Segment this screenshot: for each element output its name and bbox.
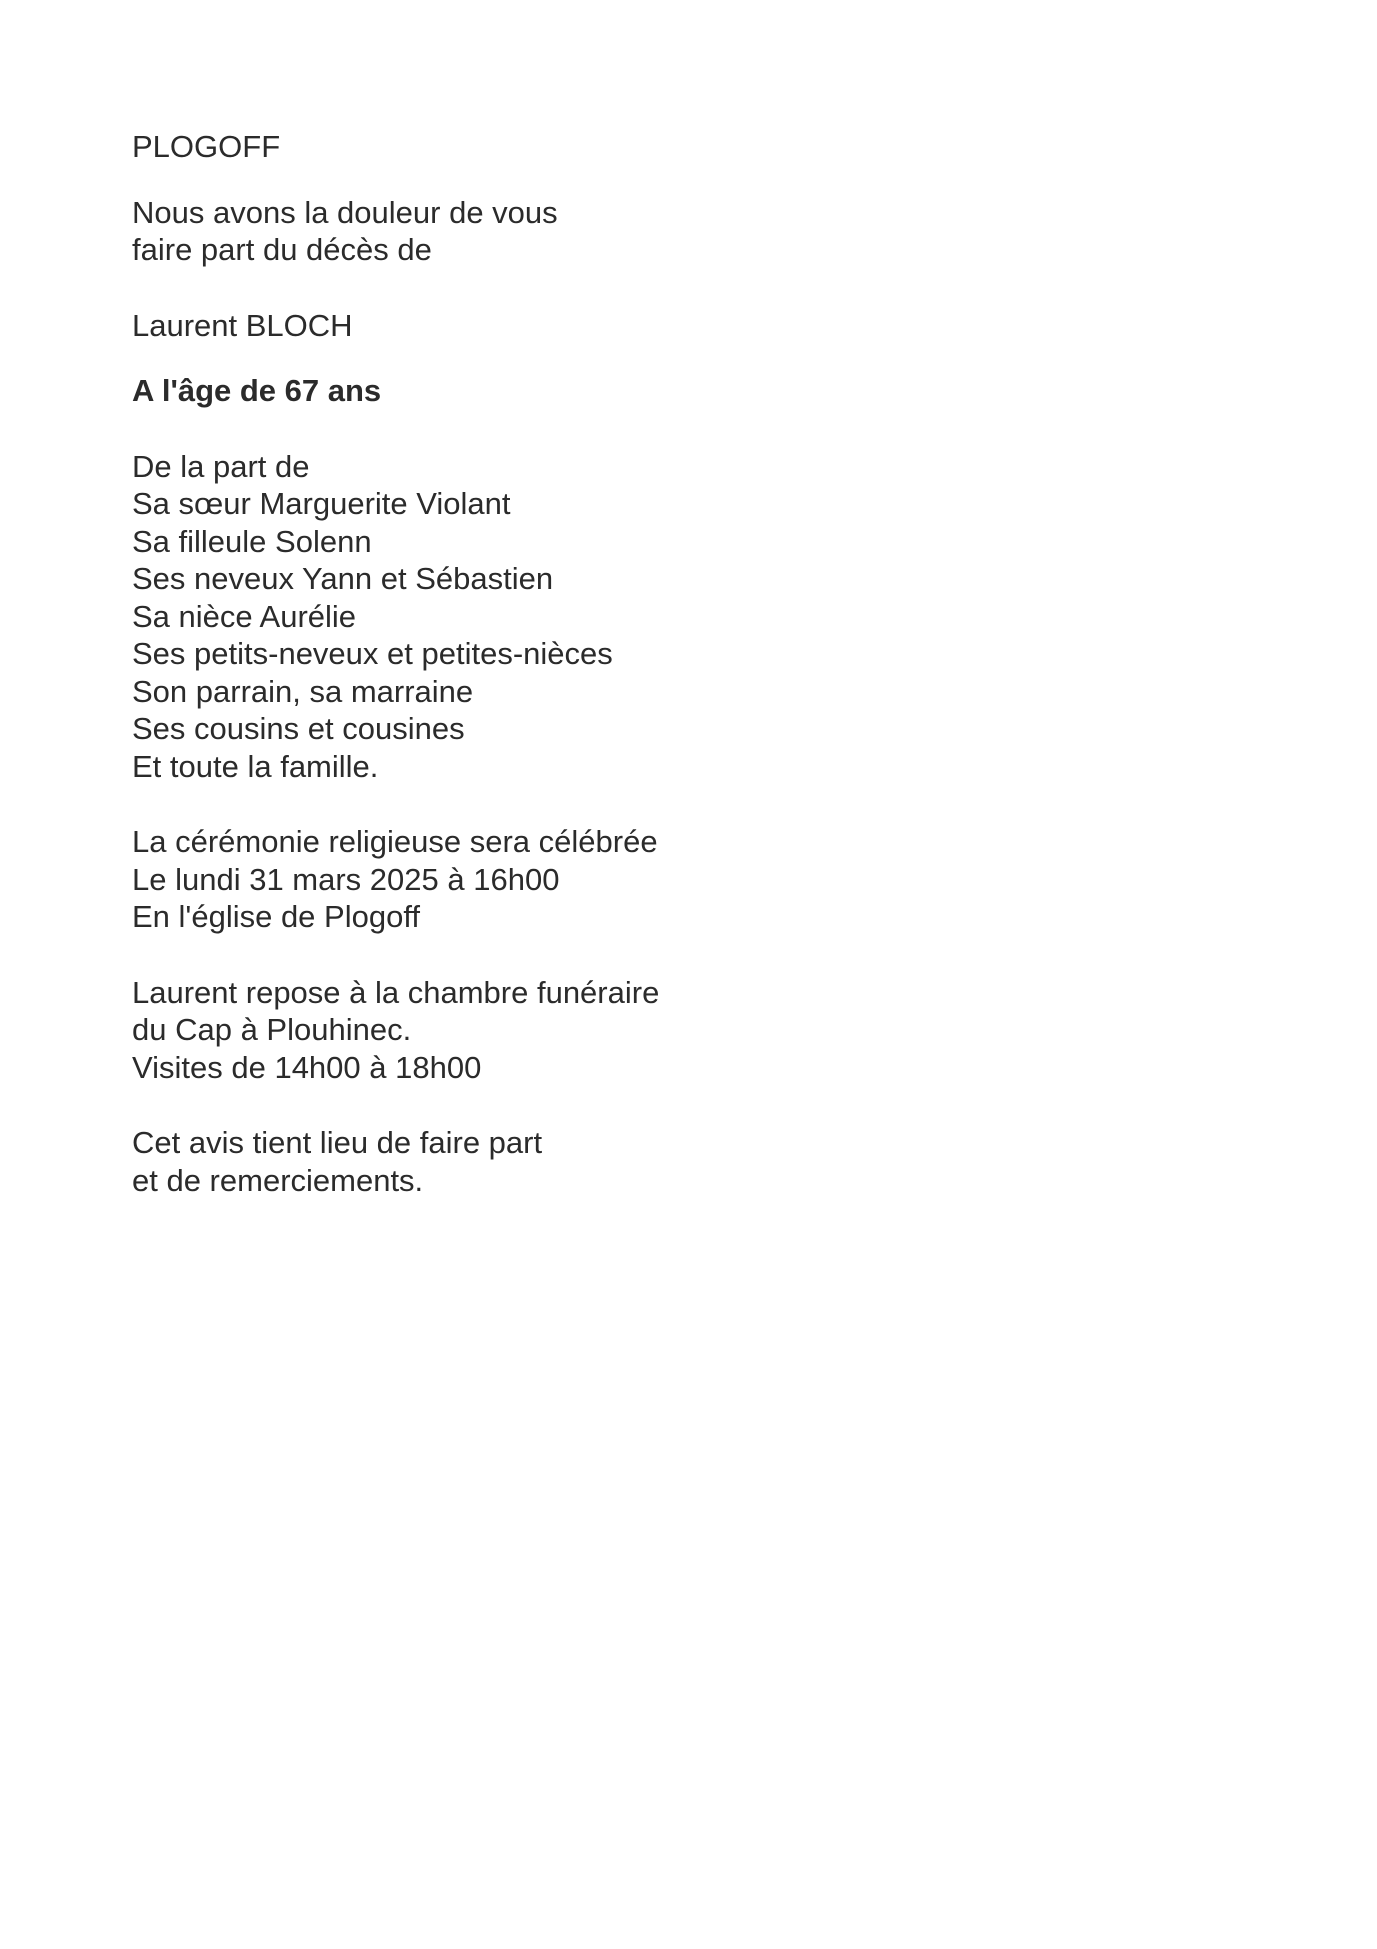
- family-line: Et toute la famille.: [132, 748, 379, 784]
- closing-block: [132, 1124, 1232, 1199]
- spacer: [132, 1086, 1232, 1124]
- family-line: Son parrain, sa marraine: [132, 673, 474, 709]
- spacer: [132, 936, 1232, 974]
- intro-block: [132, 194, 1232, 269]
- family-line: Ses neveux Yann et Sébastien: [132, 561, 554, 596]
- family-line: Ses petits-neveux et petites-nièces: [132, 636, 613, 671]
- intro-line: faire part du décès de: [132, 232, 432, 267]
- family-line: Sa nièce Aurélie: [132, 598, 357, 634]
- ceremony-line: La cérémonie religieuse sera célébrée: [132, 824, 658, 859]
- family-block: [132, 448, 1232, 786]
- ceremony-line: En l'église de Plogoff: [132, 899, 420, 934]
- ceremony-block: [132, 823, 1232, 936]
- intro-line: Nous avons la douleur de vous: [132, 194, 558, 230]
- rest-line: Laurent repose à la chambre funéraire: [132, 974, 660, 1010]
- family-line: De la part de: [132, 448, 310, 484]
- spacer: [132, 410, 1232, 448]
- family-line: Ses cousins et cousines: [132, 711, 465, 746]
- rest-line: du Cap à Plouhinec.: [132, 1012, 412, 1047]
- ceremony-line: Le lundi 31 mars 2025 à 16h00: [132, 861, 560, 897]
- rest-block: [132, 974, 1232, 1087]
- family-line: Sa sœur Marguerite Violant: [132, 486, 511, 521]
- spacer: [132, 269, 1232, 307]
- closing-line: et de remerciements.: [132, 1162, 424, 1198]
- spacer: [132, 785, 1232, 823]
- place-heading: PLOGOFF: [132, 129, 281, 164]
- deceased-name: Laurent BLOCH: [132, 307, 353, 343]
- spacer: [132, 344, 1232, 372]
- family-line: Sa filleule Solenn: [132, 523, 372, 559]
- obituary-notice: [132, 128, 1232, 1199]
- age-line: A l'âge de 67 ans: [132, 373, 382, 408]
- spacer: [132, 166, 1232, 194]
- rest-line: Visites de 14h00 à 18h00: [132, 1049, 482, 1085]
- closing-line: Cet avis tient lieu de faire part: [132, 1125, 543, 1160]
